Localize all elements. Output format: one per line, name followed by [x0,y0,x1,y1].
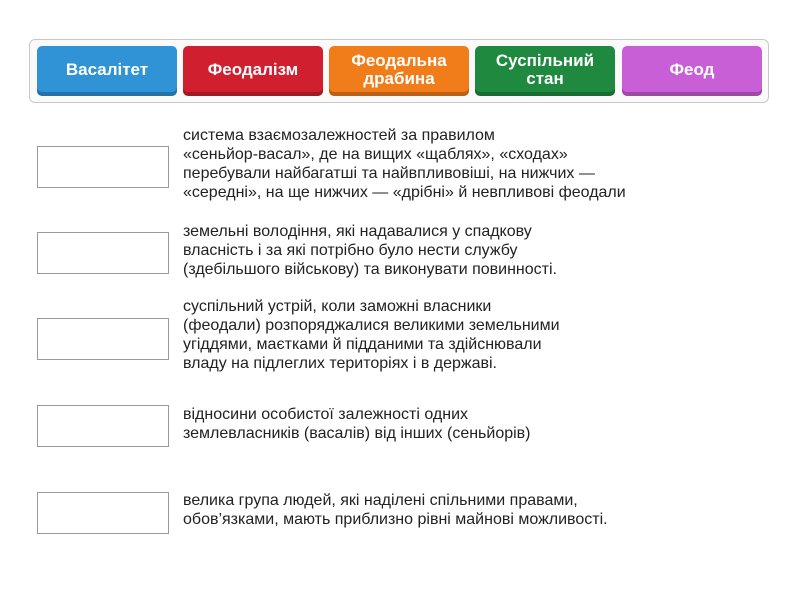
tile-feodalizm[interactable] [183,46,323,96]
tile-feodalna-drabyna[interactable] [329,46,469,96]
tile-label: Феод [669,59,715,79]
answer-tile-tray [29,39,769,103]
drop-box-1[interactable] [37,146,169,188]
definition-1: система взаємозалежностей за правилом «сеньйор-васал», де на вищих «щаблях», «сходах» перебували найбагатші та найвпливовіші, на нижчих — «середні», на ще нижчих — «дрібні» й невпливові феодали [183,127,626,201]
drop-box-5[interactable] [37,492,169,534]
tile-label: Суспільний стан [495,50,595,88]
tile-vasalitet[interactable] [37,46,177,96]
tile-label: Феодалізм [207,59,299,79]
definition-4: відносини особистої залежності одних землевласників (васалів) від інших (сеньйорів) [183,406,531,442]
tile-label: Васалітет [65,59,149,79]
drop-box-3[interactable] [37,318,169,360]
tile-feod[interactable] [622,46,762,96]
tile-label: Феодальна драбина [351,50,447,88]
definition-5: велика група людей, які наділені спільними правами, обов’язками, мають приблизно рівні майнові можливості. [183,492,608,528]
definition-3: суспільний устрій, коли заможні власники (феодали) розпоряджалися великими земельними угіддями, маєтками й підданими та здійснювали владу на підлеглих територіях і в державі. [183,298,560,372]
tile-suspilnyi-stan[interactable] [475,46,615,96]
definition-2: земельні володіння, які надавалися у спадкову власність і за які потрібно було нести службу (здебільшого військову) та виконувати повинності. [183,223,557,278]
drop-box-4[interactable] [37,405,169,447]
drop-box-2[interactable] [37,232,169,274]
